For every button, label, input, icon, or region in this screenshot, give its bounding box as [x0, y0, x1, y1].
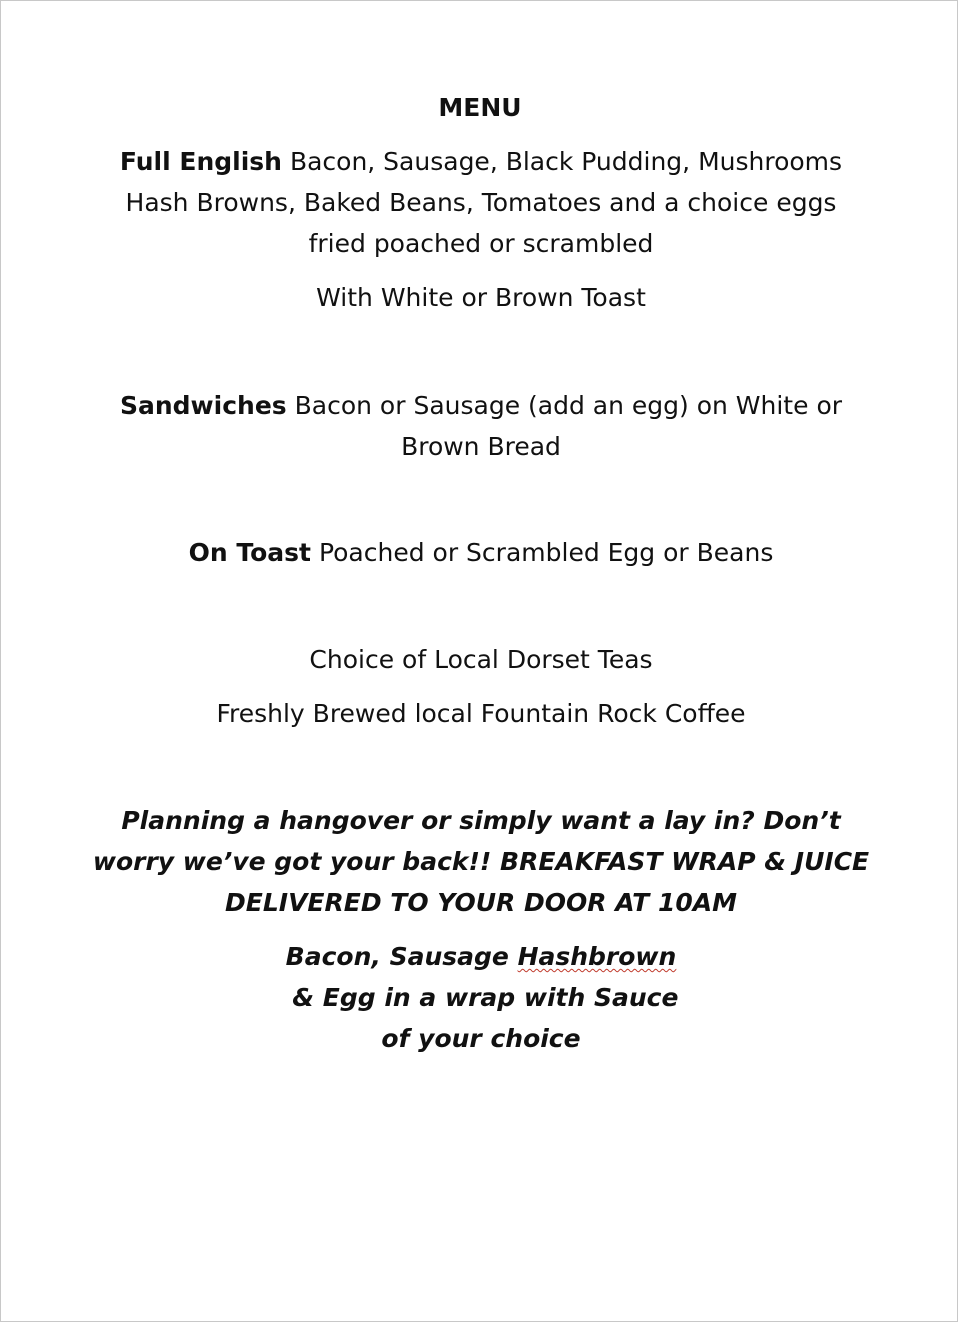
full-english-items-3: fried poached or scrambled: [308, 229, 654, 258]
sandwiches-heading: Sandwiches: [119, 391, 287, 420]
wrap-hashbrown: Hashbrown: [517, 942, 677, 971]
wrap-text-1: Bacon, Sausage: [285, 942, 518, 971]
on-toast-description: Poached or Scrambled Egg or Beans: [318, 538, 774, 567]
wrap-section: [91, 936, 871, 1059]
wrap-line-2: of your choice: [381, 1024, 581, 1053]
sandwiches-items-2: Brown Bread: [401, 432, 561, 461]
full-english-items-2: Hash Browns, Baked Beans, Tomatoes and a choice eggs: [125, 188, 837, 217]
full-english-items-1: Bacon, Sausage, Black Pudding, Mushrooms: [289, 147, 843, 176]
promo-line-2: worry we’ve got your back!! BREAKFAST WRAP & JUICE: [92, 847, 870, 876]
on-toast-section: [91, 532, 871, 573]
sandwiches-line-1: [91, 385, 871, 426]
teas-line: Choice of Local Dorset Teas: [309, 645, 653, 674]
wrap-text-2: & Egg in a wrap with Sauce: [283, 983, 679, 1012]
full-english-section: [91, 141, 871, 264]
menu-title: MENU: [438, 93, 522, 122]
sandwiches-section: [91, 385, 871, 467]
on-toast-heading: On Toast: [188, 538, 311, 567]
full-english-heading: Full English: [119, 147, 282, 176]
sandwiches-items-1: Bacon or Sausage (add an egg) on White or: [294, 391, 843, 420]
promo-line-1: Planning a hangover or simply want a lay in? Don’t: [121, 806, 841, 835]
promo-line-3: DELIVERED TO YOUR DOOR AT 10AM: [225, 888, 737, 917]
wrap-line-1: [91, 936, 871, 1018]
full-english-toast: With White or Brown Toast: [316, 283, 646, 312]
coffee-line: Freshly Brewed local Fountain Rock Coffee: [216, 699, 746, 728]
full-english-line-1: [91, 141, 871, 182]
promo-section: [91, 800, 871, 923]
